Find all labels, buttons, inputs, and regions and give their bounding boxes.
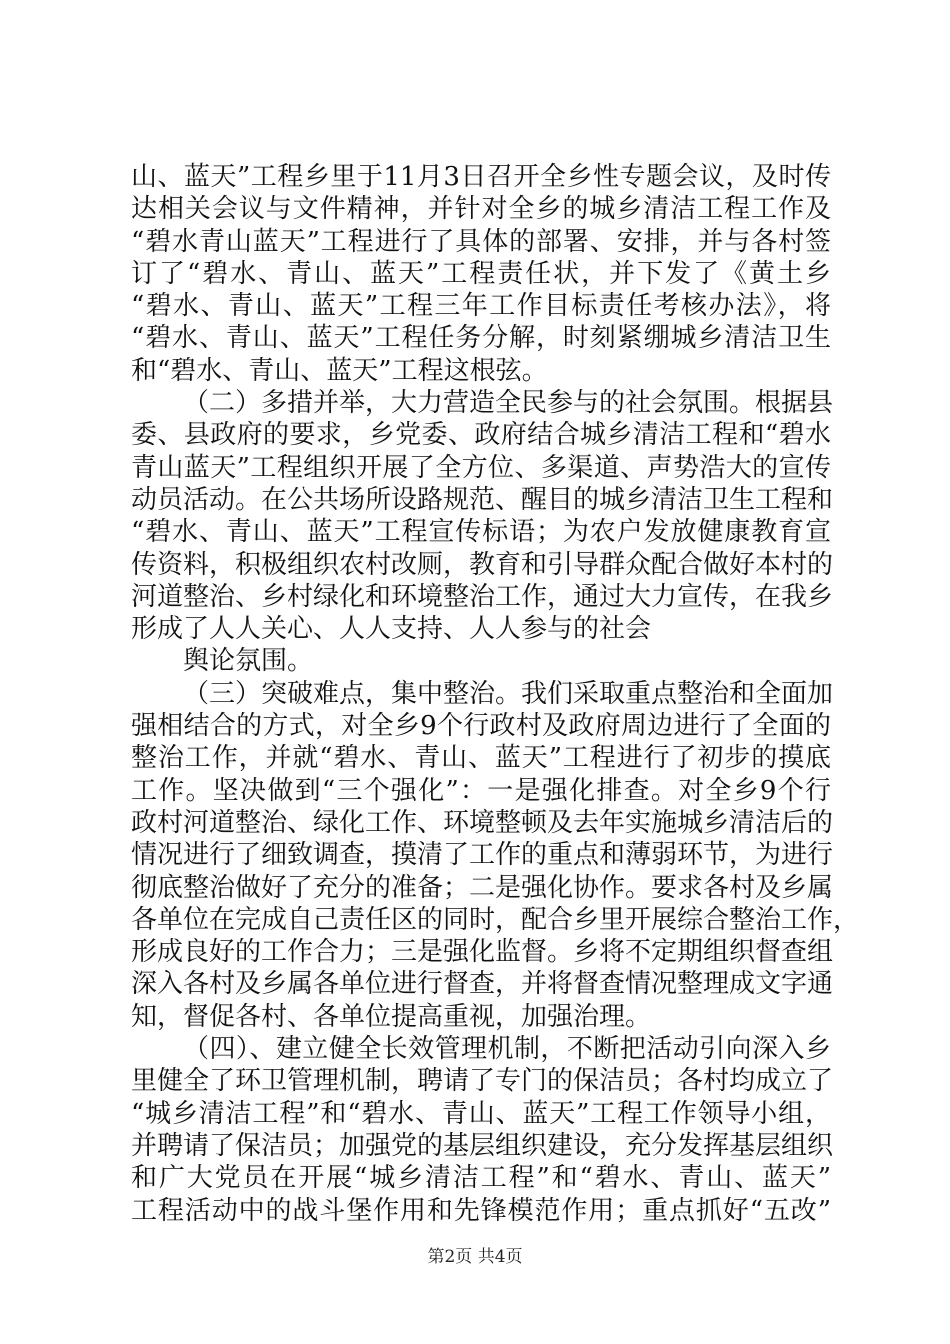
page-footer: 第2页 共4页 bbox=[427, 1247, 523, 1267]
text-line: “城乡清洁工程”和“碧水、青山、蓝天”工程工作领导小组， bbox=[131, 1098, 831, 1129]
document-body bbox=[131, 161, 860, 1227]
text-line: 知，督促各村、各单位提高重视，加强治理。 bbox=[131, 1001, 652, 1032]
text-line: “碧水、青山、蓝天”工程宣传标语；为农户发放健康教育宣 bbox=[131, 517, 831, 548]
text-line: 强相结合的方式，对全乡9个行政村及政府周边进行了全面的 bbox=[131, 711, 831, 742]
text-line: 和广大党员在开展“城乡清洁工程”和“碧水、青山、蓝天” bbox=[131, 1163, 831, 1194]
text-line: 政村河道整治、绿化工作、环境整顿及去年实施城乡清洁后的 bbox=[131, 807, 834, 838]
text-line: 工程活动中的战斗堡作用和先锋模范作用；重点抓好“五改” bbox=[131, 1195, 831, 1226]
text-line: “碧水、青山、蓝天”工程三年工作目标责任考核办法》，将 bbox=[131, 291, 831, 322]
text-line: “碧水、青山、蓝天”工程任务分解，时刻紧绷城乡清洁卫生 bbox=[131, 323, 831, 354]
text-line: 山、蓝天”工程乡里于11月3日召开全乡性专题会议，及时传 bbox=[131, 162, 831, 192]
text-line: 河道整治、乡村绿化和环境整治工作，通过大力宣传，在我乡 bbox=[131, 581, 834, 612]
text-line: 订了“碧水、青山、蓝天”工程责任状，并下发了《黄土乡 bbox=[131, 258, 831, 289]
text-line: 情况进行了细致调查，摸清了工作的重点和薄弱环节，为进行 bbox=[131, 840, 834, 871]
text-line: （三）突破难点，集中整治。我们采取重点整治和全面加 bbox=[183, 678, 834, 709]
text-line: 深入各村及乡属各单位进行督查，并将督查情况整理成文字通 bbox=[131, 969, 834, 1000]
text-line: 和“碧水、青山、蓝天”工程这根弦。 bbox=[131, 355, 548, 386]
text-line: 里健全了环卫管理机制，聘请了专门的保洁员；各村均成立了 bbox=[131, 1066, 834, 1097]
text-line: 工作。坚决做到“三个强化”：一是强化排查。对全乡9个行 bbox=[131, 775, 831, 806]
text-line: （四）、建立健全长效管理机制，不断把活动引向深入乡 bbox=[183, 1034, 831, 1065]
text-line: 彻底整治做好了充分的准备；二是强化协作。要求各村及乡属 bbox=[131, 872, 834, 903]
text-line: 形成良好的工作合力；三是强化监督。乡将不定期组织督查组 bbox=[131, 937, 834, 968]
text-line: （二）多措并举，大力营造全民参与的社会氛围。根据县 bbox=[183, 388, 834, 419]
text-line: 整治工作，并就“碧水、青山、蓝天”工程进行了初步的摸底 bbox=[131, 743, 831, 774]
text-line: “碧水青山蓝天”工程进行了具体的部署、安排，并与各村签 bbox=[131, 226, 831, 257]
text-line: 舆论氛围。 bbox=[183, 646, 314, 677]
text-line: 达相关会议与文件精神，并针对全乡的城乡清洁工程工作及 bbox=[131, 194, 831, 225]
text-line: 形成了人人关心、人人支持、人人参与的社会 bbox=[131, 614, 652, 645]
text-line: 青山蓝天”工程组织开展了全方位、多渠道、声势浩大的宣传 bbox=[131, 452, 831, 483]
text-line: 传资料，积极组织农村改厕，教育和引导群众配合做好本村的 bbox=[131, 549, 834, 580]
text-line: 各单位在完成自己责任区的同时，配合乡里开展综合整治工作， bbox=[131, 904, 860, 935]
text-line: 委、县政府的要求，乡党委、政府结合城乡清洁工程和“碧水 bbox=[131, 420, 831, 451]
text-line: 动员活动。在公共场所设路规范、醒目的城乡清洁卫生工程和 bbox=[131, 484, 834, 515]
text-line: 并聘请了保洁员；加强党的基层组织建设，充分发挥基层组织 bbox=[131, 1130, 834, 1161]
